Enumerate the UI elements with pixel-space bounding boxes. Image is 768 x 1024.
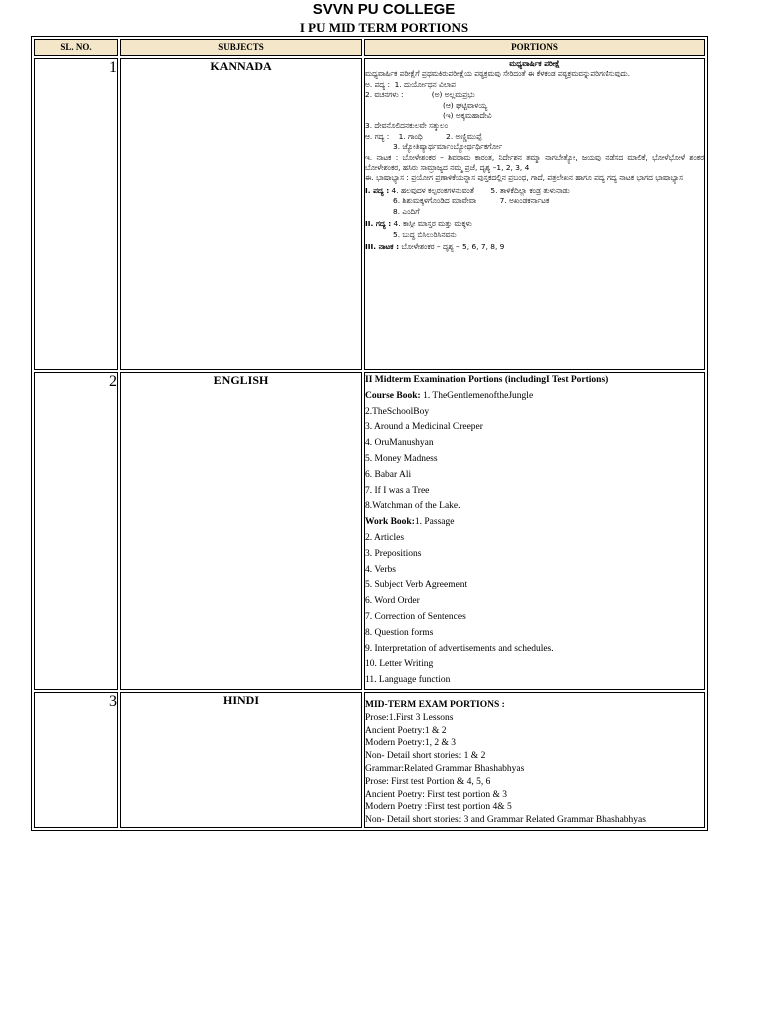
kannada-line: ಆ. ಗದ್ಯ : 1. ಗಾಂಧಿ 2. ಅಣ್ಣಿಮುಪ್ಪೆ xyxy=(365,131,482,141)
list-item: 5. Money Madness xyxy=(365,453,438,464)
list-item: Modern Poetry :First test portion 4& 5 xyxy=(365,802,512,813)
college-name: SVVN PU COLLEGE xyxy=(312,1,456,18)
kannada-intro: ಮಧ್ಯವಾರ್ಷಿಕ ಪರೀಕ್ಷೆಗೆ ಪ್ರಥಮಕಿರುಪರೀಕ್ಷೆಯ ಪಠ್ಯಕ್ರಮವು ಸೇರಿದಂತೆ ಈ ಕೆಳಕಂಡ ಪಠ್ಯಕ್ರಮವನ್ನುಪರಿಗಣಿಸುವುದು. xyxy=(365,69,631,79)
part-1-items: 4. ಹಲವುದಳ ಕಲ್ಪರಂಕಗಳನುವಂತೆ 5. ತಾಳಿಕೆದಿಲ್ಲಾ ಕಂಡ್ರ ತುಳುನಾಡು xyxy=(389,185,570,195)
kannada-line: ಇ. ನಾಟಕ : ಬೋಳೇಶಂಕರ – ಶಿವರಾಮ ಕಾರಂತ, ನಿರ್ದೇಶನ ತಮ್ಮಾ ನಾಗಬೇತ್ಯೋ, ಜಯವು ನಡೆಸದ ಮಾಲಿಕೆ, ಭೋಳೆಭೋಳೆ ಶಂಕರ ಬೋಳೇಶಂಕರ, ಹಸಿರು ಸಾಮ್ರಾಜ್ಯದ ನಮ್ಮ ಪ್ರಜೆ, ದೃಶ್ಯ –1, 2, 3, 4 xyxy=(365,152,704,173)
portions-cell-kannada xyxy=(364,58,705,370)
list-item: Prose: First test Portion & 4, 5, 6 xyxy=(365,776,491,787)
list-item: 10. Letter Writing xyxy=(365,659,434,670)
header-portions: PORTIONS xyxy=(364,39,705,56)
kannada-part-3 xyxy=(365,242,704,252)
list-item: 6. Babar Ali xyxy=(365,469,412,480)
course-book-line xyxy=(365,389,704,405)
work-book-label: Work Book: xyxy=(365,517,415,528)
list-item: 7. Correction of Sentences xyxy=(365,611,466,622)
part-3-items: ಬೋಳೇಶಂಕರ – ದೃಶ್ಯ – 5, 6, 7, 8, 9 xyxy=(399,241,505,251)
list-item: Non- Detail short stories: 3 and Grammar Related Grammar Bhashabhyas xyxy=(365,815,646,826)
subject-name: HINDI xyxy=(120,692,362,828)
kannada-line: 8. ಎಂದಿಗೆ xyxy=(393,206,420,216)
kannada-part-2 xyxy=(365,219,704,229)
table-row-kannada xyxy=(34,58,705,370)
list-item: 2.TheSchoolBoy xyxy=(365,406,430,417)
course-book-first: 1. TheGentlemenoftheJungle xyxy=(420,390,534,401)
list-item: Prose:1.First 3 Lessons xyxy=(365,712,454,723)
table-row-english xyxy=(34,372,705,690)
table-row-hindi xyxy=(34,692,705,828)
list-item: 3. Around a Medicinal Creeper xyxy=(365,422,483,433)
portions-cell-hindi xyxy=(364,692,705,828)
kannada-line: (ಇ) ಅಕ್ಕಮಹಾದೇವಿ xyxy=(443,111,492,121)
kannada-part-1 xyxy=(365,186,704,196)
kannada-heading: ಮಧ್ಯವಾರ್ಷಿಕ ಪರೀಕ್ಷೆ xyxy=(509,59,560,68)
list-item: Modern Poetry:1, 2 & 3 xyxy=(365,738,457,749)
kannada-line: (ಆ) ಘಟ್ಟಿವಾಳಯ್ಯ xyxy=(443,100,488,110)
list-item: 9. Interpretation of advertisements and schedules. xyxy=(365,643,554,654)
list-item: 8. Question forms xyxy=(365,627,434,638)
list-item: 11. Language function xyxy=(365,675,451,686)
english-heading xyxy=(365,373,704,389)
list-item: Non- Detail short stories: 1 & 2 xyxy=(365,751,486,762)
part-1-label: I. ಪದ್ಯ : xyxy=(365,185,390,195)
kannada-line: 3. ದೇವನೊಲಿದನಕುಲವೇ ಸತ್ಕುಲಂ xyxy=(365,121,448,131)
kannada-line: ಅ. ಪದ್ಯ : 1. ದುರ್ಯೋಧನ ವಿಲಾಪ xyxy=(365,79,456,89)
kannada-line: 3. ಜ್ಯೋತಿಷ್ಯಾರ್ಥರ್ಮಾಂಬ್ಯೋರ್ಥರ್ಥಿಕರ್ಗೋ xyxy=(393,142,503,152)
list-item: 6. Word Order xyxy=(365,596,420,607)
kannada-line: 2. ವಚನಗಳು : (ಅ) ಅಲ್ಲಮಪ್ರಭು xyxy=(365,90,475,100)
course-book-list xyxy=(365,405,704,516)
hindi-heading xyxy=(365,699,704,712)
kannada-line: ಈ. ಭಾಷಾಭ್ಯಾಸ : ಪ್ರಯೋಗ ಪ್ರಣಾಳಿಕೆಯನ್ನಾಸ ಪುಸ್ತಕದಲ್ಲಿನ ಪ್ರಬಂಧ, ಗಾದೆ, ಪತ್ರಲೇಖನ ಹಾಗೂ ಪದ್ಯ ಗದ್ಯ ನಾಟಕ ಭಾಗದ ಭಾಷಾಭ್ಯಾಸ xyxy=(365,173,684,183)
list-item: 5. Subject Verb Agreement xyxy=(365,580,468,591)
portions-cell-english xyxy=(364,372,705,690)
subject-name: KANNADA xyxy=(120,58,362,370)
list-item: 8.Watchman of the Lake. xyxy=(365,501,461,512)
row-number: 1 xyxy=(34,58,118,370)
list-item: Ancient Poetry:1 & 2 xyxy=(365,725,447,736)
subject-name: ENGLISH xyxy=(120,372,362,690)
list-item: 4. OruManushyan xyxy=(365,438,434,449)
kannada-line: 5. ಬುದ್ಧ ಬಿಸಿಲುರಿಸಿನವನು xyxy=(393,229,457,239)
list-item: 2. Articles xyxy=(365,532,405,543)
hindi-list xyxy=(365,712,704,827)
header-subjects: SUBJECTS xyxy=(120,39,362,56)
work-book-line xyxy=(365,515,704,531)
english-heading-text: II Midterm Examination Portions (includingI Test Portions) xyxy=(365,375,609,385)
header-sl-no: SL. NO. xyxy=(34,39,118,56)
part-2-label: II. ಗದ್ಯ : xyxy=(365,219,392,229)
list-item: 3. Prepositions xyxy=(365,548,422,559)
row-number: 2 xyxy=(34,372,118,690)
part-3-label: III. ನಾಟಕ : xyxy=(365,241,400,251)
row-number: 3 xyxy=(34,692,118,828)
work-book-list xyxy=(365,531,704,689)
hindi-heading-text: MID-TERM EXAM PORTIONS : xyxy=(365,699,505,710)
list-item: Ancient Poetry: First test portion & 3 xyxy=(365,789,507,800)
list-item: 7. If I was a Tree xyxy=(365,485,430,496)
portions-table xyxy=(31,36,708,831)
work-book-first: 1. Passage xyxy=(414,517,455,528)
part-2-items: 4. ಕಾಸ್ಗೀ ಮಾಸ್ತರ ಮತ್ತು ಮಕ್ಕಳು xyxy=(391,219,472,229)
table-header-row xyxy=(34,39,705,56)
page-title: I PU MID TERM PORTIONS xyxy=(299,20,469,35)
course-book-label: Course Book: xyxy=(365,390,421,401)
list-item: Grammar:Related Grammar Bhashabhyas xyxy=(365,763,525,774)
list-item: 4. Verbs xyxy=(365,564,396,575)
kannada-line: 6. ಶಿಶುಮಕ್ಕಳಗೊಂಡಿದ ಮಾವೇವಾ 7. ಅಖಂಡಕರ್ನಾಟಕ xyxy=(393,196,550,206)
